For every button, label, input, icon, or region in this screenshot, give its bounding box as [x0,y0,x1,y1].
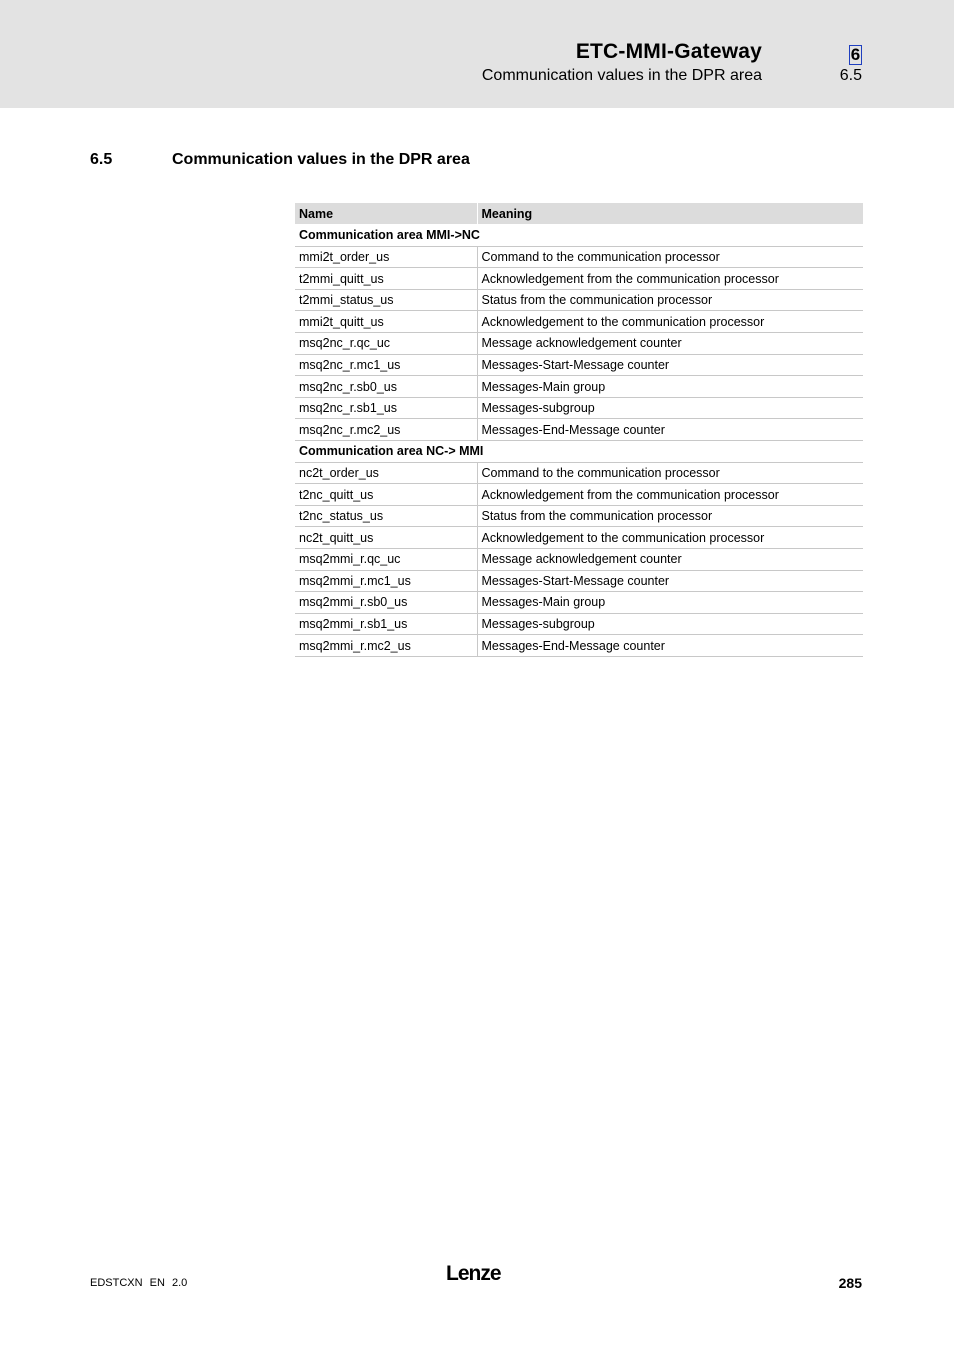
table-row [295,354,863,376]
chapter-number-link[interactable]: 6 [850,45,861,64]
group-title: Communication area MMI->NC [295,225,863,247]
meaning-cell: Messages-subgroup [477,397,863,419]
meaning-cell: Acknowledgement from the communication processor [477,268,863,290]
table-row [295,592,863,614]
document-title: ETC-MMI-Gateway [575,40,762,63]
variable-name-cell: t2mmi_status_us [295,289,477,311]
variable-name-cell: t2nc_status_us [295,505,477,527]
meaning-cell: Acknowledgement to the communication processor [477,311,863,333]
group-header-row [295,441,863,463]
table-row [295,376,863,398]
table-row [295,268,863,290]
header-section-number: 6.5 [839,67,862,84]
variable-name-cell: nc2t_quitt_us [295,527,477,549]
communication-values-table [295,203,863,657]
table-row [295,635,863,657]
variable-name-cell: msq2mmi_r.sb0_us [295,592,477,614]
variable-name-cell: msq2mmi_r.mc1_us [295,570,477,592]
meaning-cell: Messages-End-Message counter [477,419,863,441]
group-header-row [295,225,863,247]
variable-name-cell: msq2nc_r.qc_uc [295,333,477,355]
variable-name-cell: mmi2t_quitt_us [295,311,477,333]
variable-name-cell: nc2t_order_us [295,462,477,484]
table-row [295,527,863,549]
variable-name-cell: msq2mmi_r.sb1_us [295,613,477,635]
table-row [295,505,863,527]
variable-name-cell: msq2mmi_r.mc2_us [295,635,477,657]
table-row [295,289,863,311]
table-row [295,484,863,506]
group-title: Communication area NC-> MMI [295,441,863,463]
variable-name-cell: msq2nc_r.mc2_us [295,419,477,441]
meaning-cell: Acknowledgement from the communication processor [477,484,863,506]
meaning-cell: Messages-Main group [477,592,863,614]
section-title: Communication values in the DPR area [172,151,470,168]
meaning-cell: Messages-subgroup [477,613,863,635]
table-row [295,311,863,333]
meaning-cell: Messages-Start-Message counter [477,354,863,376]
meaning-cell: Command to the communication processor [477,462,863,484]
table-header-row [295,203,863,225]
table-body [295,225,863,657]
variable-name-cell: mmi2t_order_us [295,246,477,268]
variable-name-cell: msq2nc_r.sb0_us [295,376,477,398]
meaning-cell: Messages-Start-Message counter [477,570,863,592]
variable-name-cell: msq2nc_r.mc1_us [295,354,477,376]
page-header [0,0,954,108]
meaning-cell: Status from the communication processor [477,289,863,311]
document-code: EDSTCXN EN 2.0 [90,1277,188,1289]
table-row [295,397,863,419]
lenze-logo: Lenze [446,1262,501,1285]
variable-name-cell: msq2nc_r.sb1_us [295,397,477,419]
page-number: 285 [838,1275,862,1291]
meaning-cell: Messages-Main group [477,376,863,398]
section-number: 6.5 [90,151,113,168]
meaning-cell: Message acknowledgement counter [477,549,863,571]
table-row [295,462,863,484]
column-header-name: Name [295,203,477,225]
variable-name-cell: t2mmi_quitt_us [295,268,477,290]
table-row [295,333,863,355]
table-row [295,549,863,571]
variable-name-cell: t2nc_quitt_us [295,484,477,506]
table-row [295,570,863,592]
meaning-cell: Message acknowledgement counter [477,333,863,355]
variable-name-cell: msq2mmi_r.qc_uc [295,549,477,571]
table-row [295,613,863,635]
meaning-cell: Messages-End-Message counter [477,635,863,657]
meaning-cell: Acknowledgement to the communication processor [477,527,863,549]
meaning-cell: Command to the communication processor [477,246,863,268]
table-row [295,246,863,268]
table-row [295,419,863,441]
meaning-cell: Status from the communication processor [477,505,863,527]
document-subtitle: Communication values in the DPR area [481,67,762,84]
column-header-meaning: Meaning [477,203,863,225]
